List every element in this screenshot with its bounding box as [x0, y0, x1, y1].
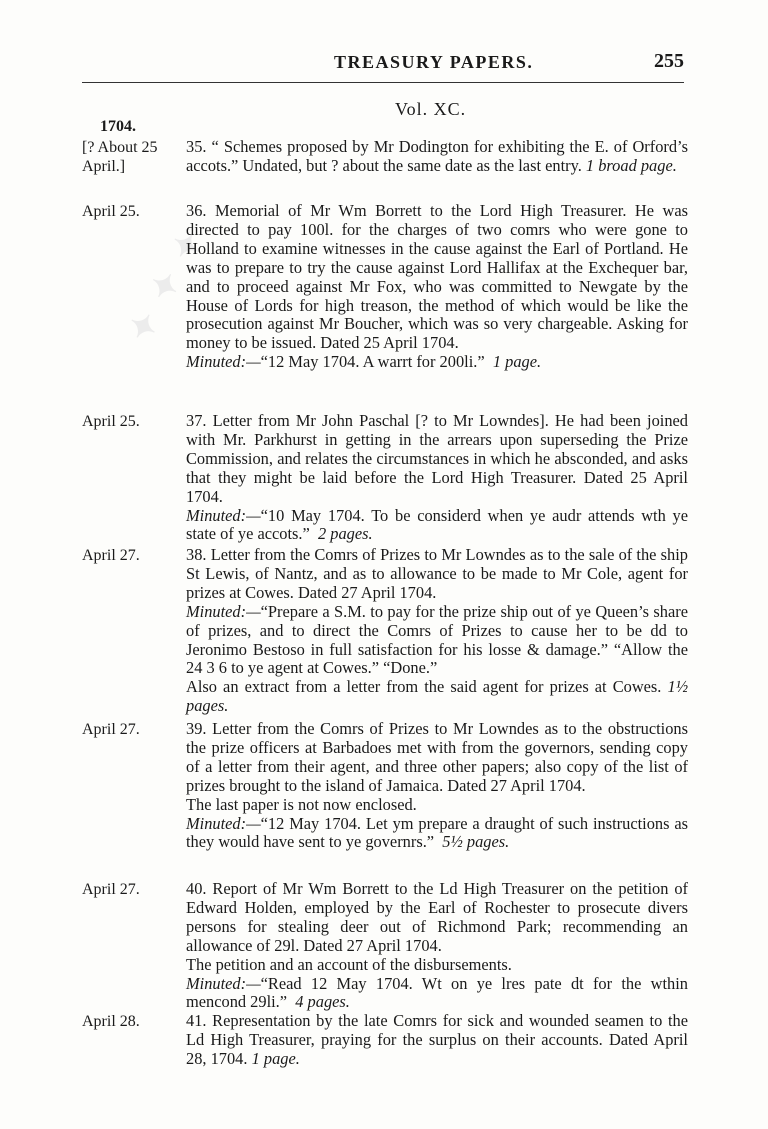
entry-extra: Also an extract from a letter from the said agent for prizes at Cowes. 1½ pages.: [186, 677, 688, 716]
entry-39: [82, 720, 688, 852]
minute-label: Minuted:—: [186, 813, 261, 833]
entry-35: [82, 138, 688, 176]
minute-label: Minuted:—: [186, 601, 261, 621]
entry-extra: The petition and an account of the disbursements.: [186, 954, 512, 974]
running-title: TREASURY PAPERS.: [334, 52, 534, 72]
entry-pages: 5½ pages.: [442, 832, 510, 852]
entry-date: April 25.: [82, 413, 140, 430]
minute-label: Minuted:—: [186, 505, 261, 525]
minute-label: Minuted:—: [186, 973, 261, 993]
entry-body: [186, 1012, 688, 1069]
entry-minute: Minuted:—“Prepare a S.M. to pay for the prize ship out of ye Queen’s share of prizes, and to direct the Comrs of Prizes to cause her to be dd to Jeronimo Bestoso in full satisfaction for his losse & damage.” “Allow the 24 3 6 to ye agent at Cowes.” “Done.”: [186, 601, 688, 678]
entry-text: 39. Letter from the Comrs of Prizes to Mr Lowndes as to the obstructions the prize officers at Barbadoes met with from the governors, sending copy of a letter from their agent, and three other papers; also copy of the list of prizes brought to the island of Jamaica. Dated 27 April 1704.: [186, 719, 688, 795]
volume-heading: Vol. XC.: [395, 99, 467, 119]
entry-pages: 2 pages.: [317, 524, 373, 544]
entry-37: [82, 412, 688, 544]
entry-minute: Minuted:—“12 May 1704. A warrt for 200li.” 1 page.: [186, 352, 542, 372]
entry-pages: 1 broad page.: [585, 155, 677, 175]
entry-date: April 27.: [82, 721, 140, 738]
entry-minute: Minuted:—“12 May 1704. Let ym prepare a draught of such instructions as they would have sent to ye governrs.” 5½ pages.: [186, 813, 688, 852]
entry-extra: The last paper is not now enclosed.: [186, 794, 417, 814]
entry-36: [82, 202, 688, 372]
entry-body: [186, 138, 688, 176]
entry-text: 41. Representation by the late Comrs for sick and wounded seamen to the Ld High Treasurer, praying for the surplus on their accounts. Dated April 28, 1704. 1 page.: [186, 1011, 688, 1068]
entry-date: April 27.: [82, 547, 140, 564]
watermark-left: ✦ ✦ ✦: [120, 220, 213, 349]
entry-date: [? About 25 April.]: [82, 139, 158, 175]
entry-body: [186, 720, 688, 852]
entry-minute: Minuted:—“Read 12 May 1704. Wt on ye lres pate dt for the wthin mencond 29li.” 4 pages.: [186, 973, 688, 1012]
entry-body: [186, 880, 688, 1012]
entry-pages: 1½ pages.: [186, 677, 688, 716]
entry-body: [186, 412, 688, 544]
entry-body: [186, 546, 688, 716]
page-header: [82, 52, 684, 83]
entry-text: 36. Memorial of Mr Wm Borrett to the Lord High Treasurer. He was directed to pay 100l. for the charges of two comrs who were gone to Holland to examine witnesses in the cause against the Earl of Portland. He was to prepare to try the cause against Lord Hallifax at the Exchequer bar, and to proceed against Mr Fox, who was committed to Newgate by the House of Lords for high treason, the method of which would be like the prosecution against Mr Boucher, which was so very chargeable. Asking for money to be issued. Dated 25 April 1704.: [186, 201, 688, 353]
entry-date: April 28.: [82, 1013, 140, 1030]
entry-pages: 4 pages.: [295, 992, 350, 1012]
entry-text: 37. Letter from Mr John Paschal [? to Mr Lowndes]. He had been joined with Mr. Parkhurst in getting in the arrears upon superseding the Prize Commission, and relates the circumstances in which he absconded, and asks that they might be laid before the Lord High Treasurer. Dated 25 April 1704.: [186, 411, 688, 506]
entry-pages: 1 page.: [492, 352, 542, 372]
entry-text: 38. Letter from the Comrs of Prizes to Mr Lowndes as to the sale of the ship St Lewis, of Nantz, and as to allowance to be made to Mr Cole, agent for prizes at Cowes. Dated 27 April 1704.: [186, 545, 688, 602]
entry-text: 40. Report of Mr Wm Borrett to the Ld High Treasurer on the petition of Edward Holden, employed by the Earl of Rochester to prosecute divers persons for stealing deer out of Richmond Park; recommending an allowance of 29l. Dated 27 April 1704.: [186, 879, 688, 955]
entry-text: 35. “ Schemes proposed by Mr Dodington for exhibiting the E. of Orford’s accots.” Undated, but ? about the same date as the last entry. 1 broad page.: [186, 137, 688, 175]
year-label: 1704.: [100, 118, 136, 135]
entry-date: April 25.: [82, 203, 140, 220]
entry-38: [82, 546, 688, 716]
minute-label: Minuted:—: [186, 352, 261, 372]
page-number: 255: [654, 50, 684, 72]
entry-date: April 27.: [82, 881, 140, 898]
entry-41: [82, 1012, 688, 1069]
entry-minute: Minuted:—“10 May 1704. To be considerd when ye audr attends wth ye state of ye accots.” 2 pages.: [186, 505, 688, 544]
entry-pages: 1 page.: [251, 1048, 300, 1068]
entry-40: [82, 880, 688, 1012]
entry-body: [186, 202, 688, 372]
